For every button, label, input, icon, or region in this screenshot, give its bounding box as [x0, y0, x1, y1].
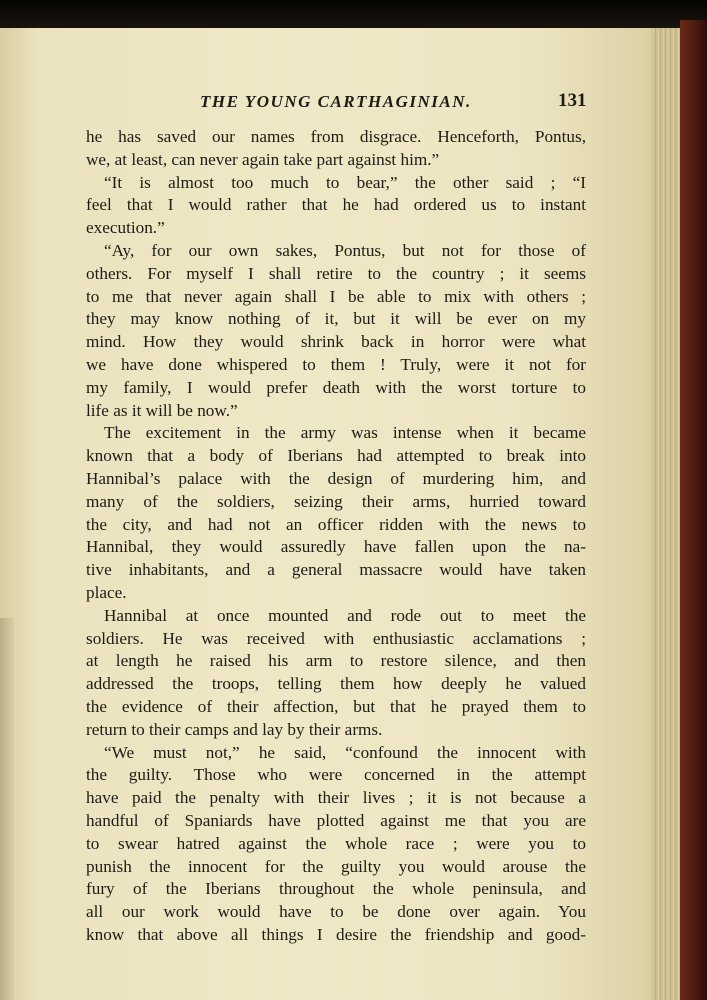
text-line: “It is almost too much to bear,” the other said ; “I [104, 172, 586, 192]
text-line: mind. How they would shrink back in horror were what [86, 332, 586, 352]
text-line: the city, and had not an officer ridden with the news to [86, 514, 586, 534]
text-line: The excitement in the army was intense when it became [104, 423, 586, 443]
text-line: Hannibal’s palace with the design of murdering him, and [86, 468, 586, 488]
text-line: place. [86, 582, 127, 602]
body-text [86, 126, 586, 947]
text-line: soldiers. He was received with enthusiastic acclamations ; [86, 628, 586, 648]
text-line: fury of the Iberians throughout the whole peninsula, and [86, 879, 586, 899]
text-line: know that above all things I desire the friendship and good- [86, 924, 586, 944]
book-spine [680, 20, 707, 1000]
text-line: life as it will be now.” [86, 400, 238, 420]
text-line: we have done whispered to them ! Truly, were it not for [86, 354, 586, 374]
text-line: addressed the troops, telling them how deeply he valued [86, 674, 586, 694]
text-line: known that a body of Iberians had attempted to break into [86, 446, 586, 466]
text-line: feel that I would rather that he had ordered us to instant [86, 195, 586, 215]
running-title: THE YOUNG CARTHAGINIAN. [200, 92, 472, 111]
text-line: others. For myself I shall retire to the country ; it seems [86, 263, 586, 283]
text-line: punish the innocent for the guilty you would arouse the [86, 856, 586, 876]
text-line: return to their camps and lay by their arms. [86, 719, 383, 739]
text-line: to me that never again shall I be able to mix with others ; [86, 286, 586, 306]
text-line: handful of Spaniards have plotted against me that you are [86, 810, 586, 830]
text-line: tive inhabitants, and a general massacre would have taken [86, 560, 586, 580]
text-line: at length he raised his arm to restore silence, and then [86, 651, 586, 671]
text-line: the guilty. Those who were concerned in the attempt [86, 765, 586, 785]
text-line: execution.” [86, 218, 165, 238]
text-line: they may know nothing of it, but it will be ever on my [86, 309, 586, 329]
text-line: we, at least, can never again take part against him.” [86, 149, 440, 169]
text-line: to swear hatred against the whole race ; were you to [86, 833, 586, 853]
scan-top-shadow [0, 0, 707, 30]
text-line: Hannibal, they would assuredly have fallen upon the na- [86, 537, 586, 557]
text-line: Hannibal at once mounted and rode out to meet the [104, 605, 586, 625]
text-line: many of the soldiers, seizing their arms, hurried toward [86, 491, 586, 511]
text-line: my family, I would prefer death with the worst torture to [86, 377, 586, 397]
left-margin-bleed [0, 618, 14, 1000]
text-line: all our work would have to be done over again. You [86, 902, 586, 922]
page-header [0, 92, 600, 122]
text-line: have paid the penalty with their lives ; it is not because a [86, 788, 586, 808]
text-line: “We must not,” he said, “confound the innocent with [104, 742, 586, 762]
text-line: the evidence of their affection, but that he prayed them to [86, 696, 586, 716]
text-line: he has saved our names from disgrace. Henceforth, Pontus, [86, 127, 586, 146]
page-number: 131 [558, 90, 587, 111]
text-line: “Ay, for our own sakes, Pontus, but not for those of [104, 240, 586, 260]
